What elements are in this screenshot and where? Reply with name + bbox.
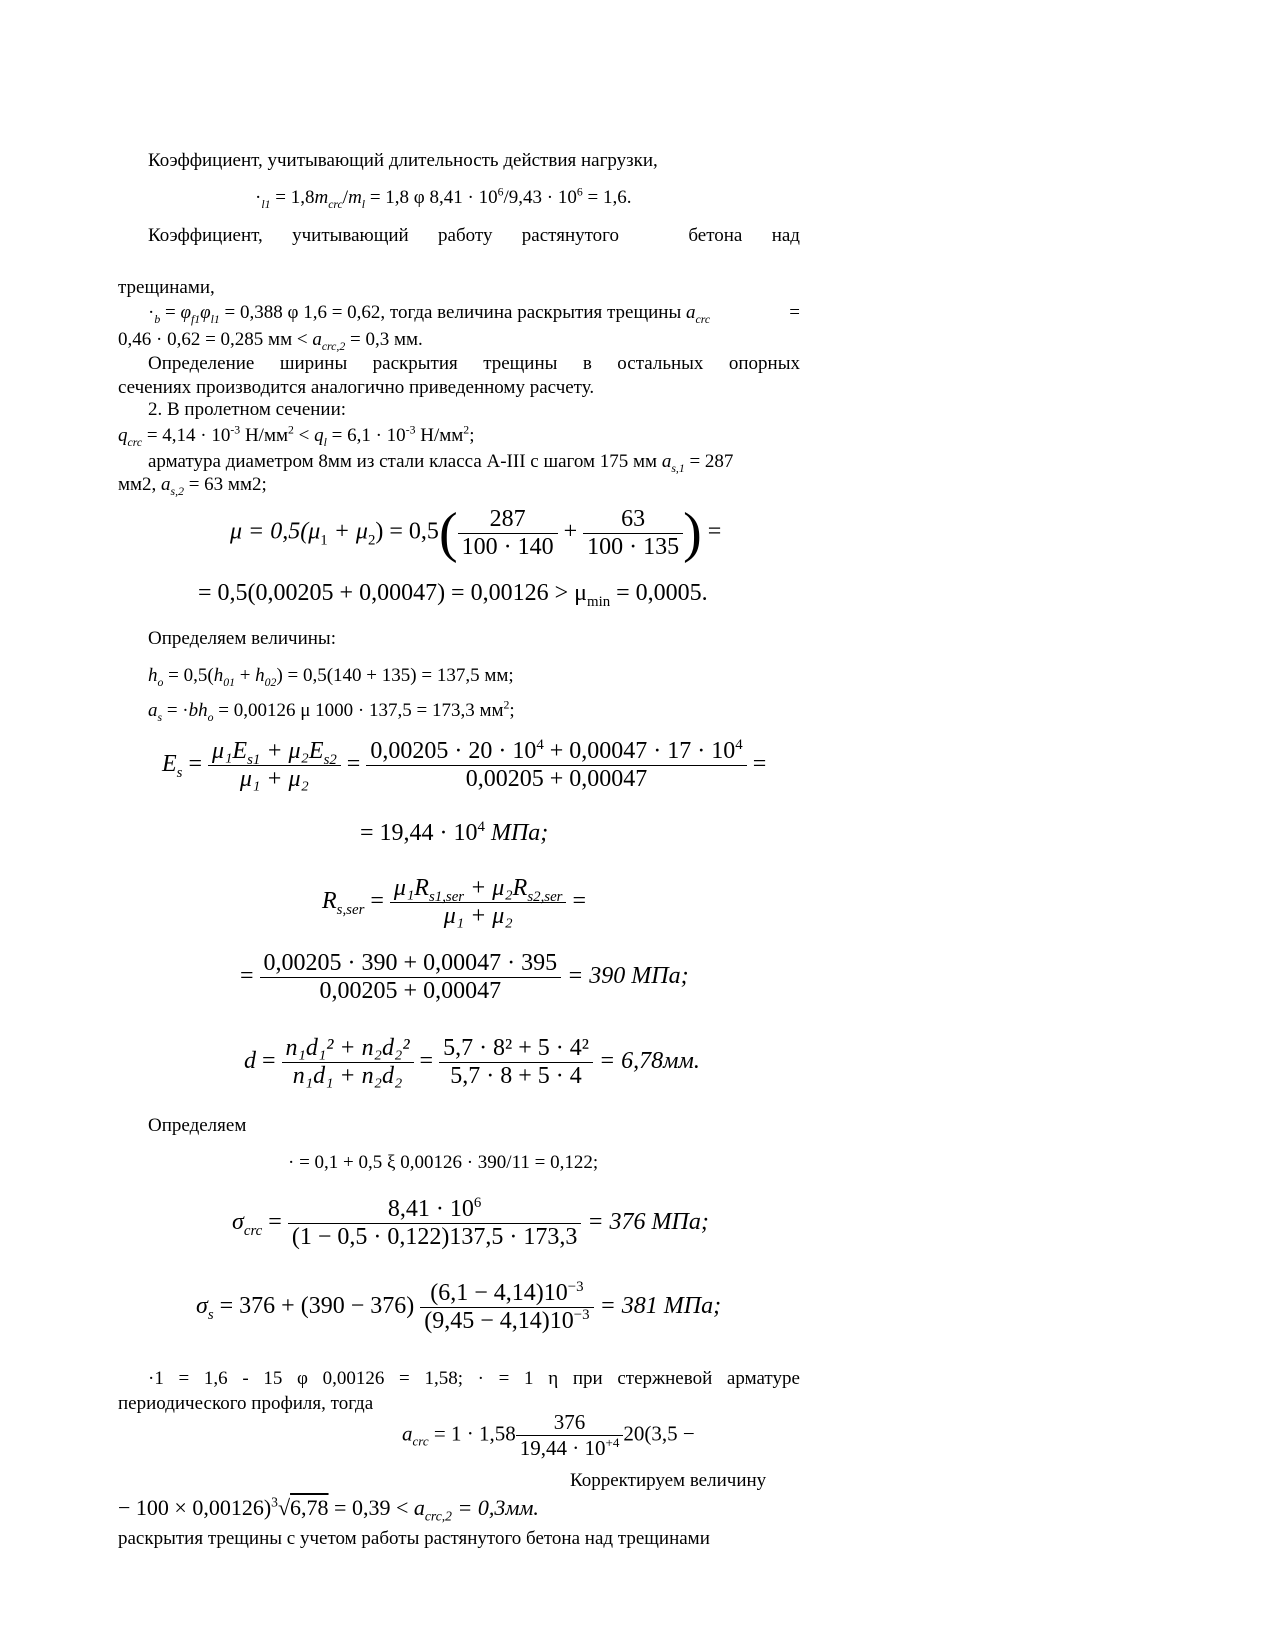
formula-mu-result: = $0,5(0,00205 + 0,00047) = 0,00126 > \mu_{min} = 0,0005$. xyxy=(198,580,708,610)
section-heading: 2. В пролетном сечении: xyxy=(148,399,347,420)
formula-psi: · = 0,1 + 0,5 ξ 0,00126 · 390/11 = 0,122; xyxy=(288,1152,599,1173)
paragraph: раскрытия трещины с учетом работы растянутого бетона над трещинами xyxy=(118,1528,710,1549)
paragraph: арматура диаметром 8мм из стали класса А-III с шагом 175 мм $a_{s,1} = 287$ xyxy=(148,451,734,475)
formula-acrc: $a_{crc} = 1 \cdot 1,58$ $\frac{376}{19,44 \cdot 10^{+4}}$ 20(3,5 − xyxy=(402,1410,695,1460)
paragraph: Коэффициент, учитывающий длительность действия нагрузки, xyxy=(148,150,658,171)
paragraph-justified: ·1 = 1,6 - 15 φ 0,00126 = 1,58; · = 1 η при стержневой арматуре xyxy=(148,1368,800,1389)
paragraph: Определяем величины: xyxy=(148,628,336,649)
formula-sigma-crc: $\sigma_{crc}$ = $\frac{8,41 \cdot 10^6}{(1 - 0,5 \cdot 0,122)137,5 \cdot 173,3}$ = 376 МПа; xyxy=(232,1195,709,1250)
paragraph: 0,46 · 0,62 = 0,285 мм < $a_{crc,2} = 0,3$ мм. xyxy=(118,329,423,353)
formula-as: $a_s = \cdot bh_o = 0,00126$ μ 1000 · 137,5 = 173,3 $мм^2$; xyxy=(148,698,515,724)
paragraph: периодического профиля, тогда xyxy=(118,1393,374,1414)
formula-h0: $h_o = 0,5(h_{01} + h_{02}) = 0,5(140 + 135) = 137,5$ мм; xyxy=(148,665,514,689)
formula-rs-ser: $R_{s,ser}$ = $\frac{\mu_1R_{s1,ser} + \mu_2R_{s2,ser}}{\text{μ₁ + μ₂}}$ = xyxy=(322,875,587,929)
paragraph: Определение ширины раскрытия трещины в остальных опорных xyxy=(148,353,800,374)
formula-mu: $\mu = 0,5(\mu_1 + \mu_2) = 0,5$( $\frac{287}{100 \cdot 140}$ + $\frac{63}{100 \cdot 135}$ ) = xyxy=(230,502,722,564)
formula-sigma-s: $\sigma_s = 376 + (390 - 376)$ $\frac{(6,1 - 4,14)10^{-3}}{(9,45 - 4,14)10^{-3}}$ = 381 МПа; xyxy=(196,1279,722,1334)
formula-phi-l1: $\cdot_{l1} = 1,8m_{crc}/m_l = 1,8$ φ $8,41 \cdot 10^6/9,43 \cdot 10^6 = 1,6$. xyxy=(255,185,632,211)
formula-es-result: = $19,44 \cdot 10^4$ МПа; xyxy=(360,819,549,846)
formula-acrc-result: − $100 \times 0,00126)^3√6,78 = 0,39 < a_{crc,2} = 0,3мм$. xyxy=(118,1494,539,1524)
formula-d: d = $\frac{\text{n₁d₁² + n₂d₂²}}{\text{n₁d₁ + n₂d₂}}$ = $\frac{\text{5,7 · 8² + 5 · 4²}}{5,7 \cdot 8 + 5 \cdot 4}$ = 6,78мм. xyxy=(244,1035,700,1089)
formula-es: $E_s$ = $\frac{\mu_1E_{s1} + \mu_2E_{s2}}{\text{μ₁ + μ₂}}$ = $\frac{0,00205 \cdot 20 \cdot 10^4 + 0,00047 \cdot 17 \cdot 10^4}{0,00205 + 0,00047}$ = xyxy=(162,737,767,792)
paragraph: мм2, $a_{s,2} = 63$ мм2; xyxy=(118,474,267,498)
paragraph: Определяем xyxy=(148,1115,247,1136)
formula-rs-ser-result: = $\frac{0,00205 \cdot 390 + 0,00047 \cdot 395}{0,00205 + 0,00047}$ = 390 МПа; xyxy=(240,950,689,1004)
formula-q: $q_{crc} = 4,14 \cdot 10^{-3}$ $Н/мм^2 < q_l = 6,1 \cdot 10^{-3}$ $Н/мм^2$; xyxy=(118,423,475,449)
paragraph-justified: Коэффициент, учитывающий работу растянутого бетона над xyxy=(148,225,800,246)
formula-phi-b: $\cdot_b = \varphi_{f1}\varphi_{l1} = 0,388$ φ 1,6 = 0,62, тогда величина раскрытия трещины $a_{crc}$ = xyxy=(148,302,800,326)
paragraph: Корректируем величину xyxy=(570,1470,767,1491)
paragraph: трещинами, xyxy=(118,277,215,298)
paragraph: сечениях производится аналогично приведенному расчету. xyxy=(118,377,595,398)
